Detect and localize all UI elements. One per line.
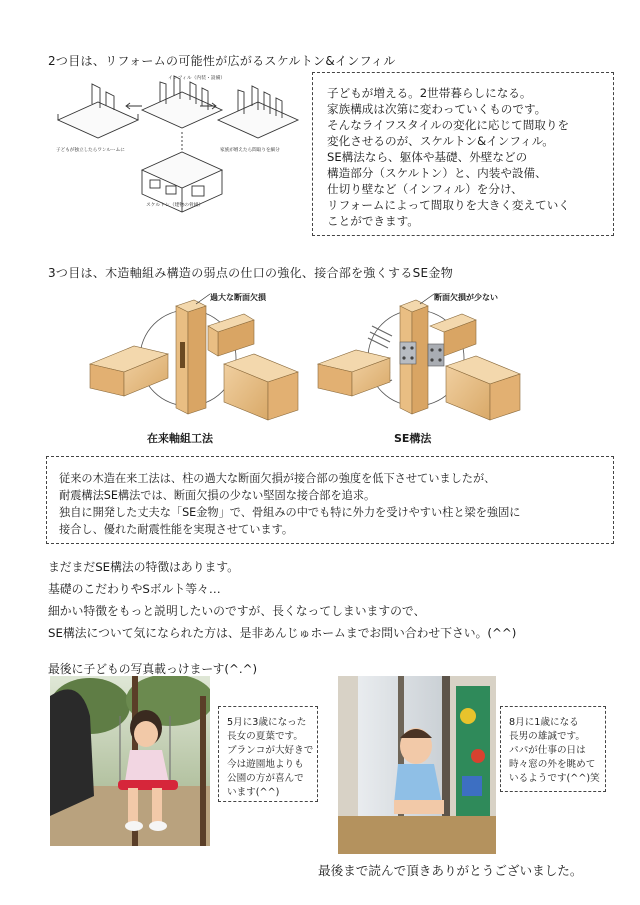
skeleton-infill-box: [312, 72, 614, 236]
label-one-room: 子どもが独立したらワンルームに: [56, 148, 125, 153]
girl-note-line-5: 公園の方が喜んで: [227, 773, 304, 784]
se-caption: SE構法: [394, 432, 432, 445]
boy-note-line-1: 8月に1歳になる: [509, 717, 579, 728]
boy-note-line-3: パパが仕事の日は: [509, 745, 586, 756]
closing-line-1: まだまだSE構法の特徴はあります。: [48, 560, 239, 574]
photo-heading: 最後に子どもの写真載っけまーす(^.^): [48, 662, 258, 676]
box2-line-4: 接合し、優れた耐震性能を実現させています。: [59, 523, 294, 536]
footer-thanks: 最後まで読んで頂きありがとうございました。: [318, 863, 583, 878]
box1-line-7: 仕切り壁など（インフィル）を分け、: [327, 182, 523, 196]
closing-line-4: SE構法について気になられた方は、是非あんじゅホームまでお問い合わせ下さい。(^^): [48, 626, 517, 640]
conventional-joint-illustration: [84, 292, 312, 430]
section3-heading: 3つ目は、木造軸組み構造の弱点の仕口の強化、接合部を強くするSE金物: [48, 266, 454, 280]
se-hardware-box: [46, 456, 614, 544]
girl-note-line-4: 今は遊園地よりも: [227, 759, 304, 770]
box1-line-6: 構造部分（スケルトン）と、内装や設備、: [327, 166, 547, 180]
box2-line-1: 従来の木造在来工法は、柱の過大な断面欠損が接合部の強度を低下させていましたが、: [59, 472, 496, 485]
box1-line-4: 変化させるのが、スケルトン&インフィル。: [327, 134, 554, 148]
box1-line-9: ことができます。: [327, 214, 419, 228]
label-infill: インフィル（内装・設備）: [168, 76, 226, 81]
box1-line-8: リフォームによって間取りを大きく変えていく: [327, 198, 570, 212]
boy-note-line-5: いるようです(^^)笑: [509, 773, 600, 784]
skeleton-infill-diagram: [50, 70, 308, 220]
conventional-label: 過大な断面欠損: [210, 293, 266, 302]
girl-swing-photo: [50, 676, 210, 846]
closing-line-2: 基礎のこだわりやSボルト等々…: [48, 582, 221, 596]
girl-note-line-1: 5月に3歳になった: [227, 717, 307, 728]
se-joint-illustration: [316, 292, 538, 430]
boy-window-photo: [338, 676, 496, 854]
box1-line-5: SE構法なら、躯体や基礎、外壁などの: [327, 150, 528, 164]
boy-note-line-4: 時々窓の外を眺めて: [509, 759, 596, 770]
boy-photo-note: [500, 706, 606, 792]
conventional-caption: 在来軸組工法: [147, 432, 213, 445]
box2-line-2: 耐震構法SE構法では、断面欠損の少ない堅固な接合部を追求。: [59, 489, 376, 502]
girl-note-line-2: 長女の夏葉です。: [227, 731, 303, 742]
box1-line-2: 家族構成は次第に変わっていくものです。: [327, 102, 547, 116]
girl-photo-note: [218, 706, 318, 802]
girl-note-line-6: います(^^): [227, 787, 280, 798]
se-label: 断面欠損が少ない: [434, 293, 498, 302]
girl-note-line-3: ブランコが大好きで: [227, 745, 314, 756]
box1-line-3: そんなライフスタイルの変化に応じて間取りを: [327, 118, 570, 132]
box2-line-3: 独自に開発した丈夫な「SE金物」で、骨組みの中でも特に外力を受けやすい柱と梁を強固に: [59, 506, 521, 519]
boy-note-line-2: 長男の雄誠です。: [509, 731, 585, 742]
label-skeleton: スケルトン（建物の骨組）: [146, 203, 204, 208]
box1-line-1: 子どもが増える。2世帯暮らしになる。: [327, 86, 532, 100]
section2-heading: 2つ目は、リフォームの可能性が広がるスケルトン&インフィル: [48, 54, 396, 68]
label-subdivide: 家族が増えたら間取りを細分: [220, 148, 280, 153]
closing-line-3: 細かい特徴をもっと説明したいのですが、長くなってしまいますので、: [48, 604, 426, 618]
